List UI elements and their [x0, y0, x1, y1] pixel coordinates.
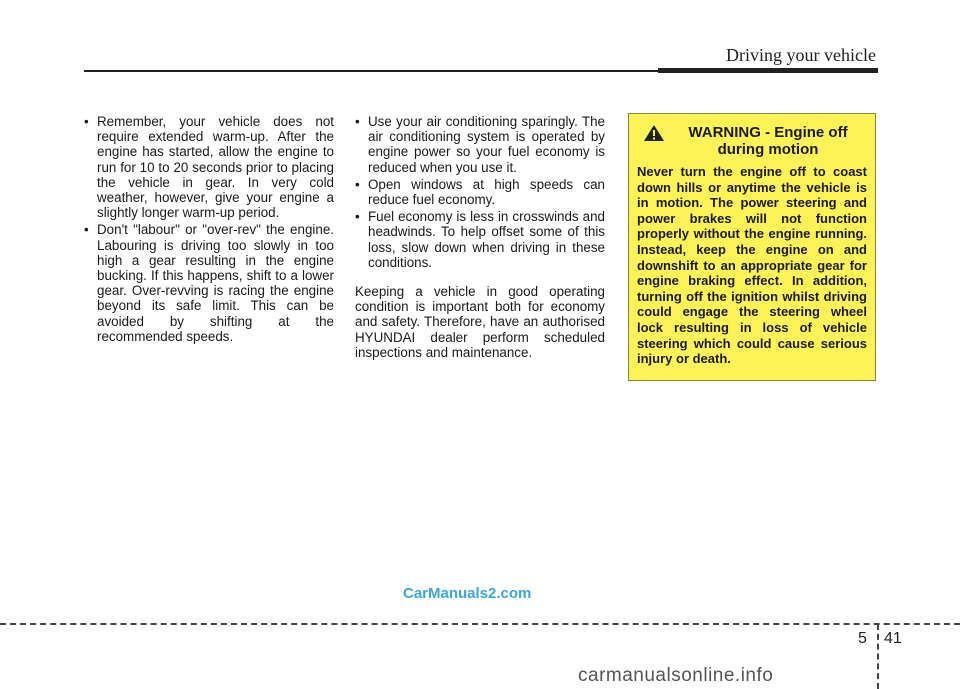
left-column: [84, 114, 334, 346]
warning-box: [628, 113, 876, 381]
maintenance-paragraph: Keeping a vehicle in good operating condition is important both for economy and safety. Therefore, have an authorised HYUNDAI dealer perform scheduled inspections and maintenance.: [355, 284, 605, 360]
warning-label: WARNING: [688, 124, 761, 141]
footer-vertical-divider: [877, 624, 879, 689]
middle-column: [355, 114, 605, 360]
page-number: 41: [884, 630, 902, 647]
warning-heading: [637, 124, 867, 158]
bullet-warm-up: • Remember, your vehicle does not require extended warm-up. After the engine has started, allow the engine to run for 10 to 20 seconds prior to placing the vehicle in gear. In very cold weather, however, give your engine a slightly longer warm-up period.: [84, 114, 334, 220]
warning-title: [669, 124, 867, 158]
header-rule-thin: [84, 70, 664, 72]
bullet-air-conditioning: • Use your air conditioning sparingly. The air conditioning system is operated by engine power so your fuel economy is reduced when you use it.: [355, 114, 605, 175]
warning-body: Never turn the engine off to coast down hills or anytime the vehicle is in motion. The power steering and power brakes will not function properly without the engine running. Instead, keep the engine on and downshift to an appropriate gear for engine braking effect. In addition, turning off the ignition whilst driving could engage the steering wheel lock resulting in loss of vehicle steering which could cause serious injury or death.: [637, 164, 867, 367]
chapter-number: 5: [858, 630, 867, 647]
page-header-title: Driving your vehicle: [726, 45, 876, 65]
left-bullet-list: [84, 114, 334, 344]
site-footer-text[interactable]: carmanualsonline.info: [578, 665, 774, 686]
bullet-crosswinds: • Fuel economy is less in crosswinds and headwinds. To help offset some of this loss, slow down when driving in these conditions.: [355, 209, 605, 270]
watermark[interactable]: CarManuals2.com: [403, 585, 532, 602]
warning-triangle-icon: [643, 124, 665, 142]
header-rule-thick: [658, 68, 878, 73]
middle-bullet-list: [355, 114, 605, 270]
footer-dashed-rule: [0, 623, 960, 625]
bullet-labour-over-rev: • Don't "labour" or "over-rev" the engine. Labouring is driving too slowly in too high a gear resulting in the engine bucking. If this happens, shift to a lower gear. Over-revving is racing the engine beyond its safe limit. This can be avoided by shifting at the recommended speeds.: [84, 222, 334, 344]
bullet-open-windows: • Open windows at high speeds can reduce fuel economy.: [355, 177, 605, 207]
warning-subtitle: - Engine off during motion: [717, 124, 848, 158]
